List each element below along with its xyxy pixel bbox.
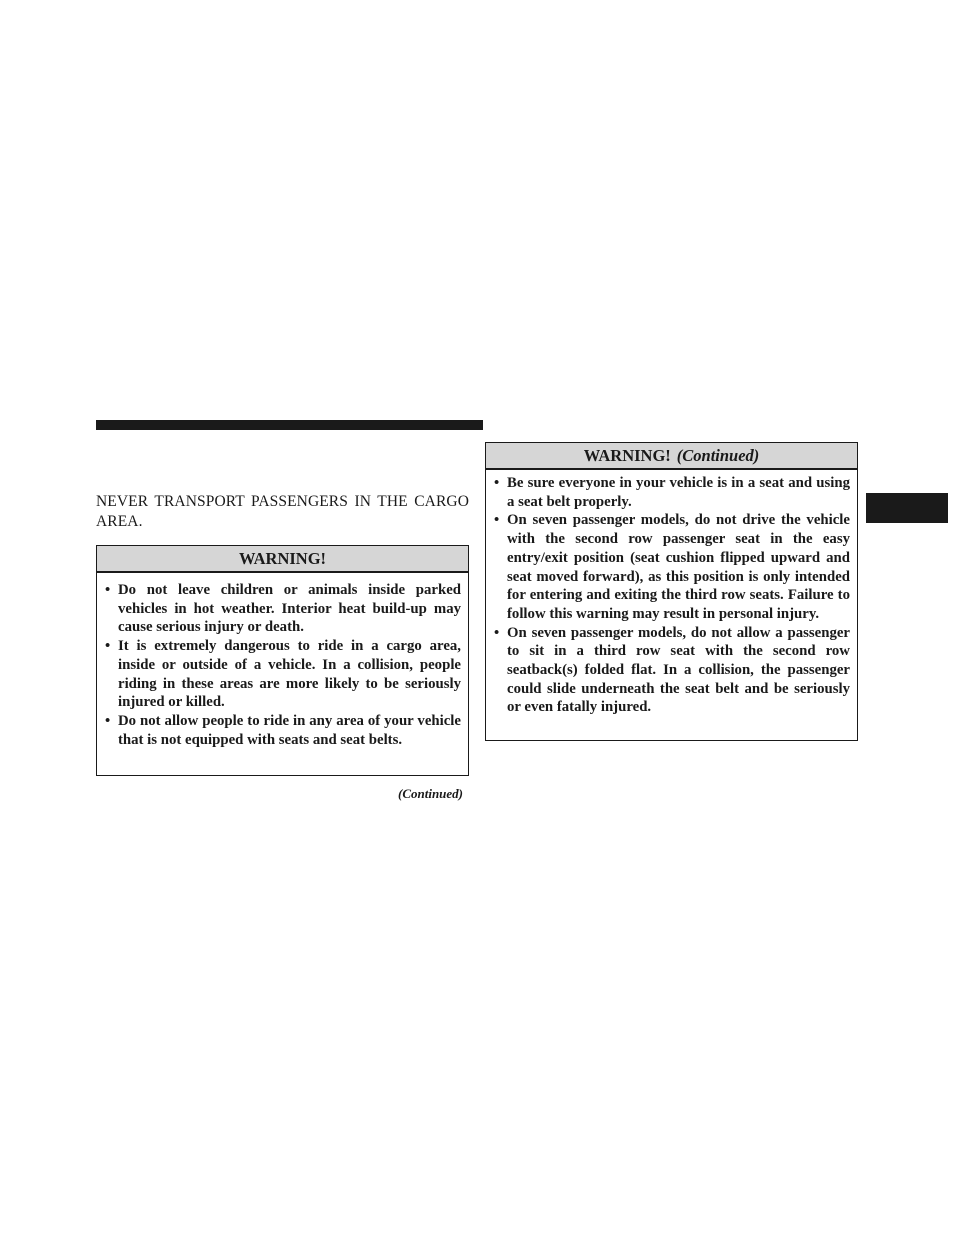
- warning-item: [494, 511, 850, 623]
- warning-item: [494, 474, 850, 511]
- warning-title: WARNING!: [238, 549, 327, 568]
- section-rule: [96, 420, 483, 430]
- warning-item-text: On seven passenger models, do not drive the vehicle with the second row passenger seat in the easy entry/exit position (seat cushion flipped upward and seat moved forward), as this position is only intended for entering and exiting the third row seats. Failure to follow this warning may result in personal injury.: [507, 512, 850, 622]
- warning-item: [105, 712, 461, 749]
- bullet-icon: •: [494, 624, 500, 641]
- warning-item: [105, 637, 461, 712]
- chapter-tab: [866, 493, 948, 523]
- warning-title-suffix: (Continued): [676, 446, 760, 465]
- bullet-icon: •: [494, 512, 500, 529]
- warning-item-text: Do not leave children or animals inside parked vehicles in hot weather. Interior heat build-up may cause serious injury or death.: [118, 582, 461, 636]
- bullet-icon: •: [105, 638, 111, 655]
- warning-list: [486, 470, 857, 717]
- warning-title: WARNING!: [583, 446, 671, 465]
- warning-header: [97, 546, 468, 573]
- warning-item-text: Be sure everyone in your vehicle is in a seat and using a seat belt properly.: [507, 475, 850, 510]
- warning-item-text: Do not allow people to ride in any area of your vehicle that is not equipped with seats and seat belts.: [118, 712, 461, 748]
- warning-item-text: On seven passenger models, do not allow a passenger to sit in a third row seat with the second row seatback(s) folded flat. In a collision, the passenger could slide underneath the seat belt and be seriously or even fatally injured.: [507, 624, 850, 716]
- warning-header: [486, 443, 857, 470]
- warning-list: [97, 573, 468, 749]
- warning-box-right: [485, 442, 858, 741]
- bullet-icon: •: [105, 582, 111, 598]
- bullet-icon: •: [494, 475, 500, 491]
- warning-item: [105, 581, 461, 637]
- warning-box-left: [96, 545, 469, 776]
- warning-item: [494, 624, 850, 718]
- continued-label: (Continued): [397, 786, 463, 801]
- warning-item-text: It is extremely dangerous to ride in a cargo area, inside or outside of a vehicle. In a collision, people riding in these areas are more likely to be seriously injured or killed.: [118, 638, 461, 711]
- bullet-icon: •: [105, 712, 111, 729]
- intro-paragraph: NEVER TRANSPORT PASSENGERS IN THE CARGO AREA.: [96, 493, 469, 530]
